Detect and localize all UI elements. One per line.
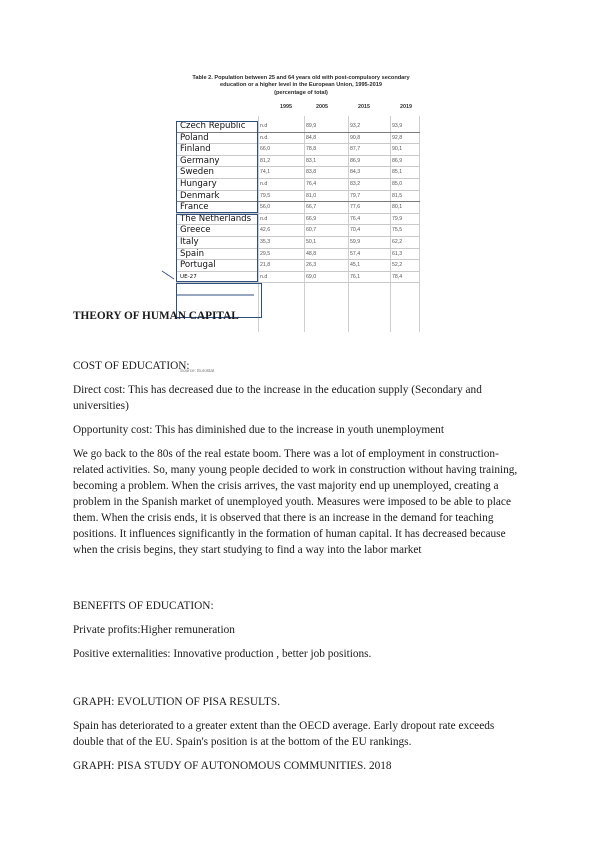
- value-cell: 69,0: [306, 273, 317, 280]
- opportunity-cost-text: Opportunity cost: This has diminished due to the increase in youth unemployment: [73, 424, 444, 436]
- benefits-heading: BENEFITS OF EDUCATION:: [73, 600, 214, 612]
- value-cell: 45,1: [350, 262, 361, 269]
- value-cell: 90,8: [350, 134, 361, 141]
- value-cell: 62,2: [392, 238, 403, 245]
- private-profits-text: Private profits:Higher remuneration: [73, 624, 235, 636]
- externalities-text: Positive externalities: Innovative production , better job positions.: [73, 648, 372, 660]
- table-title-line: Table 2. Population between 25 and 64 years old with post-compulsory secondary: [192, 75, 410, 81]
- country-cell: Hungary: [180, 178, 217, 189]
- value-cell: 76,4: [350, 215, 361, 222]
- value-cell: 60,7: [306, 227, 317, 234]
- value-cell: 92,8: [392, 134, 403, 141]
- pisa-heading: GRAPH: EVOLUTION OF PISA RESULTS.: [73, 696, 281, 708]
- country-cell: France: [180, 202, 209, 213]
- country-cell: UE-27: [180, 273, 197, 280]
- value-cell: 77,6: [350, 204, 361, 211]
- value-cell: 35,3: [260, 238, 271, 245]
- year-header: 2005: [316, 104, 328, 110]
- pisa-text: Spain has deteriorated to a greater extent than the OECD average. Early dropout rate exceeds double that of the EU. Spain's position is at the bottom of the EU rankings.: [73, 720, 495, 748]
- country-cell: Spain: [180, 248, 205, 259]
- country-cell: Greece: [180, 225, 211, 236]
- year-header: 1995: [280, 104, 292, 110]
- value-cell: 84,8: [306, 134, 317, 141]
- value-cell: 89,9: [306, 123, 317, 129]
- value-cell: 48,8: [306, 250, 317, 257]
- value-cell: n.d: [260, 215, 268, 222]
- country-cell: The Netherlands: [180, 213, 252, 224]
- table-title: [179, 75, 423, 97]
- value-cell: 70,4: [350, 227, 361, 234]
- value-cell: 90,1: [392, 146, 403, 153]
- value-cell: 84,3: [350, 169, 361, 176]
- country-cell: Italy: [180, 236, 199, 247]
- value-cell: 59,9: [350, 238, 361, 245]
- value-cell: 79,7: [350, 192, 361, 199]
- pointer-arrow-icon: [160, 269, 256, 299]
- value-cell: 66,0: [260, 146, 271, 153]
- value-cell: n.d: [260, 180, 268, 187]
- value-cell: 81,5: [392, 192, 403, 199]
- table-source: Source: Eurostat: [180, 368, 215, 373]
- section-heading: THEORY OF HUMAN CAPITAL: [73, 310, 239, 322]
- value-cell: 29,5: [260, 250, 271, 257]
- value-cell: n.d: [260, 273, 268, 280]
- table-title-line: (percentage of total): [274, 89, 328, 96]
- table-figure: [173, 75, 423, 373]
- value-cell: 76,1: [350, 273, 361, 280]
- value-cell: 66,9: [306, 215, 317, 222]
- value-cell: 81,2: [260, 157, 271, 164]
- value-cell: n.d.: [260, 134, 269, 141]
- value-cell: 86,9: [392, 157, 403, 164]
- year-header: 2019: [400, 104, 412, 110]
- value-cell: 93,9: [392, 123, 403, 129]
- value-cell: 83,8: [306, 169, 317, 176]
- value-cell: 75,5: [392, 227, 403, 234]
- pisa-ac-heading: GRAPH: PISA STUDY OF AUTONOMOUS COMMUNITIES. 2018: [73, 760, 392, 772]
- table-title-line: education or a higher level in the European Union, 1995-2019: [220, 82, 382, 89]
- value-cell: 93,2: [350, 123, 361, 129]
- country-cell: Denmark: [180, 190, 220, 201]
- highlight-box-top: [176, 121, 258, 213]
- value-cell: 85,0: [392, 180, 403, 187]
- value-cell: 86,9: [350, 157, 361, 164]
- value-cell: 42,6: [260, 227, 271, 234]
- value-cell: 80,1: [392, 204, 403, 211]
- direct-cost-text: Direct cost: This has decreased due to the increase in the education supply (Secondary and universities): [73, 384, 482, 412]
- country-cell: Germany: [180, 155, 220, 166]
- value-cell: 57,4: [350, 250, 361, 257]
- value-cell: 76,4: [306, 180, 317, 187]
- value-cell: 83,2: [350, 180, 361, 187]
- value-cell: 66,7: [306, 204, 317, 211]
- value-cell: 78,4: [392, 273, 403, 280]
- value-cell: 83,1: [306, 157, 317, 164]
- value-cell: 56,0: [260, 204, 271, 211]
- country-cell: Finland: [180, 144, 211, 155]
- value-cell: 74,1: [260, 169, 271, 176]
- value-cell: 61,3: [392, 250, 403, 257]
- country-cell: Poland: [180, 132, 209, 143]
- value-cell: 78,8: [306, 146, 317, 153]
- value-cell: 87,7: [350, 146, 361, 153]
- body-paragraph: We go back to the 80s of the real estate boom. There was a lot of employment in construction-related activities. So, many young people decided to work in construction without having training, becoming a problem. When the crisis arrives, the vast majority end up unemployed, creating a problem in the Spanish market of unemployed youth. Measures were imposed to be able to place them. When the crisis ends, it is observed that there is an increase in the demand for teaching positions. It influences significantly in the formation of human capital. It has decreased because when the crisis begins, they start studying to find a way into the labor market: [73, 448, 518, 556]
- value-cell: 26,3: [306, 262, 317, 269]
- value-cell: 50,1: [306, 238, 317, 245]
- value-cell: 79,9: [392, 215, 403, 222]
- value-cell: 52,2: [392, 262, 403, 269]
- cost-heading: COST OF EDUCATION:: [73, 360, 190, 372]
- country-cell: Czech Republic: [180, 121, 246, 131]
- country-cell: Portugal: [180, 260, 216, 271]
- value-cell: n.d: [260, 123, 268, 129]
- year-header: 2015: [358, 104, 370, 110]
- value-cell: 79,5: [260, 192, 271, 199]
- value-cell: 21,8: [260, 262, 271, 269]
- country-cell: Sweden: [180, 167, 214, 178]
- value-cell: 81,0: [306, 192, 317, 199]
- value-cell: 85,1: [392, 169, 403, 176]
